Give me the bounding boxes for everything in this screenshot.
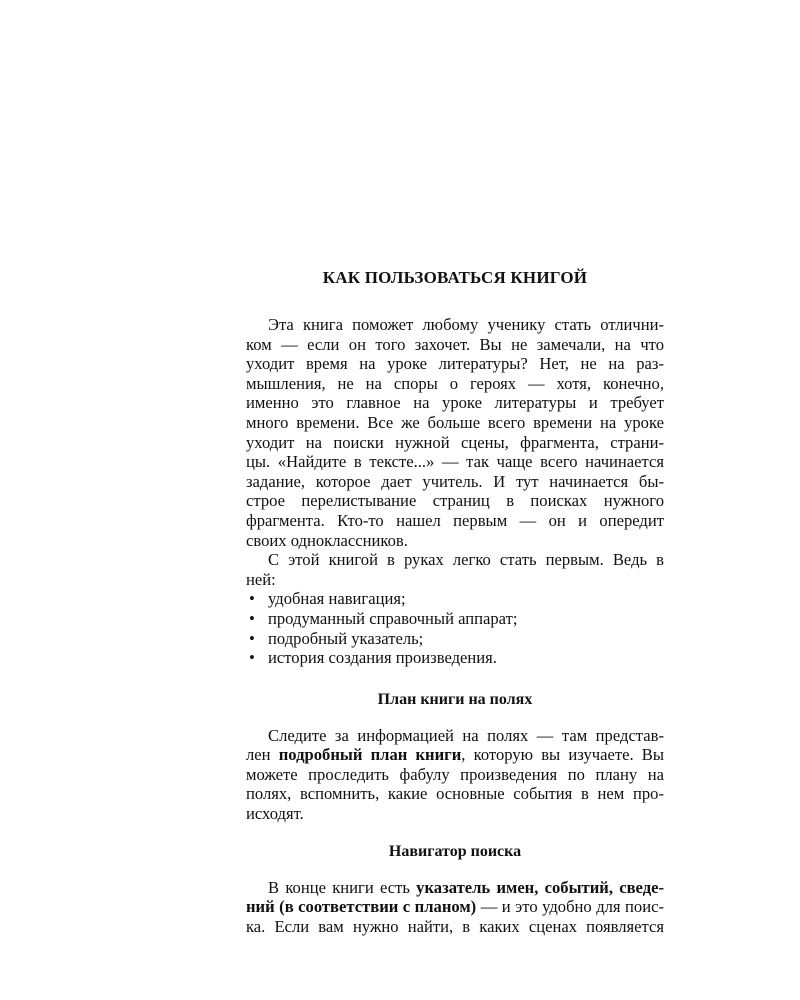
text-line: уходит на поиски нужной сцены, фрагмента, страни- [246,432,664,452]
bullet-icon: • [249,589,255,609]
text-line [246,878,664,898]
bullet-icon: • [249,648,255,668]
text-line: полях, вспомнить, какие основные события в нем про- [246,784,664,804]
list-item-text: продуманный справочный аппарат; [268,608,518,628]
feature-list [246,589,664,667]
text-fragment: В конце книги есть [268,877,417,897]
text-line: исходят. [246,804,304,824]
list-item [246,609,664,629]
intro-paragraph [246,315,664,550]
navigator-paragraph [246,878,664,937]
text-line [246,745,664,765]
list-item-text: удобная навигация; [268,589,406,609]
list-item [246,648,664,668]
text-line: С этой книгой в руках легко стать первым. Ведь в [268,550,664,570]
plan-paragraph [246,726,664,824]
text-line: ней: [246,569,276,589]
text-line: цы. «Найдите в тексте...» — так чаще всего начинается [246,452,664,472]
text-line: своих одноклассников. [246,530,408,550]
page-title: КАК ПОЛЬЗОВАТЬСЯ КНИГОЙ [322,268,588,287]
list-item-text: подробный указатель; [268,628,424,648]
text-line: строе перелистывание страниц в поисках нужного [246,491,664,511]
text-line [246,897,664,917]
text-line: фрагмента. Кто-то нашел первым — он и опередит [246,510,664,530]
section-heading-plan: План книги на полях [377,690,533,708]
bullet-icon: • [249,608,255,628]
page-text-block [246,268,664,936]
text-line: уходит время на уроке литературы? Нет, не на раз- [246,354,664,374]
list-item-text: история создания произведения. [268,648,497,668]
section-heading-navigator: Навигатор поиска [388,842,522,860]
text-line: ком — если он того захочет. Вы не замечали, на что [246,334,664,354]
bullet-icon: • [249,628,255,648]
text-line: мышления, не на споры о героях — хотя, конечно, [246,373,664,393]
bold-term: ний (в соответствии с планом) [246,897,477,917]
bold-term: подробный план книги [278,745,462,765]
text-fragment: — и это удобно для поис- [476,897,665,917]
text-line: можете проследить фабулу произведения по плану на [246,764,664,784]
spacer [246,824,664,842]
text-fragment: , которую вы изучаете. Вы [461,745,664,765]
text-line: много времени. Все же больше всего времени на уроке [246,412,664,432]
text-line: Эта книга поможет любому ученику стать отлични- [268,315,664,334]
bold-term: указатель имен, событий, сведе- [416,877,664,897]
text-fragment: лен [246,745,279,765]
second-paragraph [246,550,664,589]
spacer [246,668,664,690]
text-line: именно это главное на уроке литературы и требует [246,393,664,413]
text-line: ка. Если вам нужно найти, в каких сценах появляется [246,916,664,936]
text-line: задание, которое дает учитель. И тут начинается бы- [246,471,664,491]
text-line: Следите за информацией на полях — там представ- [268,725,664,745]
list-item [246,629,664,649]
list-item [246,589,664,609]
